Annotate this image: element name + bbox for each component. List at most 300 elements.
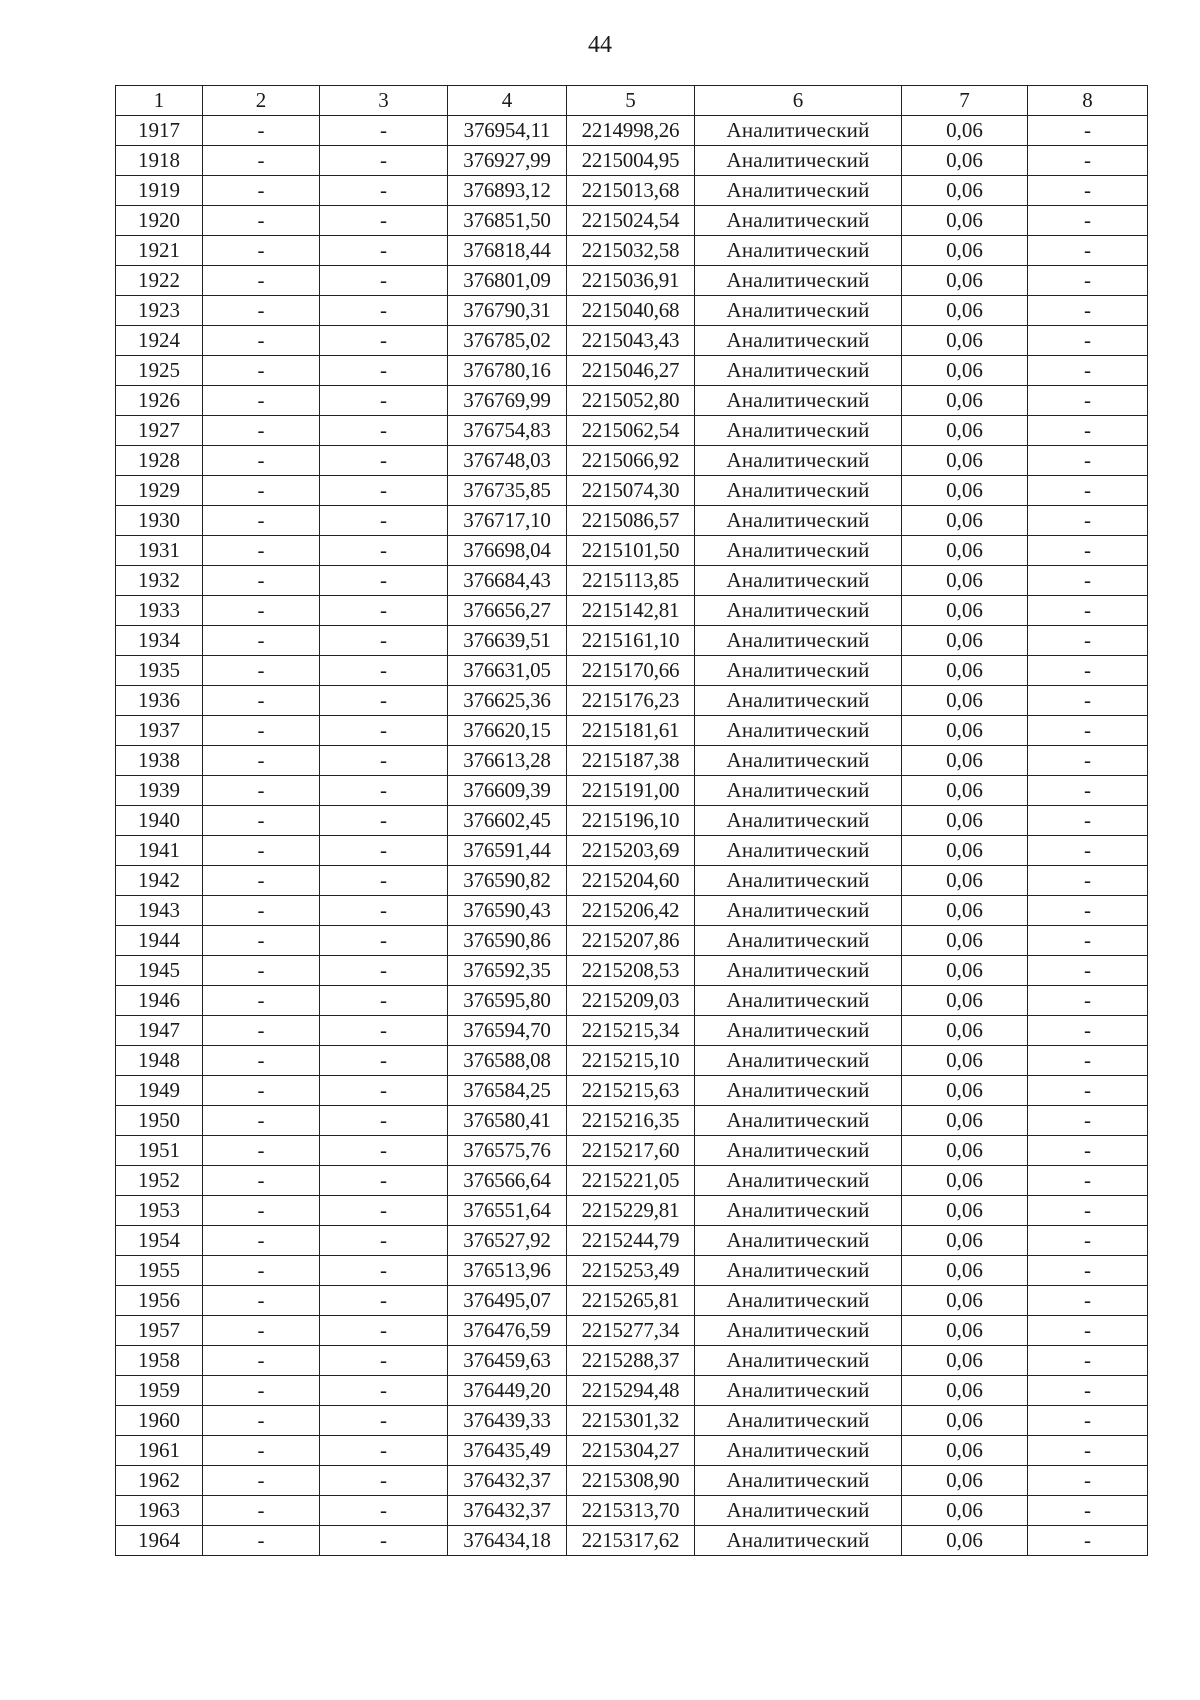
method: Аналитический bbox=[695, 776, 902, 806]
point-number: 1923 bbox=[116, 296, 203, 326]
column-8-value: - bbox=[1028, 356, 1148, 386]
table-row bbox=[116, 716, 1148, 746]
y-coordinate: 2215181,61 bbox=[567, 716, 695, 746]
accuracy: 0,06 bbox=[902, 506, 1028, 536]
x-coordinate: 376748,03 bbox=[448, 446, 567, 476]
y-coordinate: 2215204,60 bbox=[567, 866, 695, 896]
table-row bbox=[116, 1526, 1148, 1556]
accuracy: 0,06 bbox=[902, 776, 1028, 806]
y-coordinate: 2215313,70 bbox=[567, 1496, 695, 1526]
method: Аналитический bbox=[695, 536, 902, 566]
column-3-value: - bbox=[320, 866, 448, 896]
accuracy: 0,06 bbox=[902, 266, 1028, 296]
column-2-value: - bbox=[203, 686, 320, 716]
column-8-value: - bbox=[1028, 326, 1148, 356]
x-coordinate: 376927,99 bbox=[448, 146, 567, 176]
column-3-value: - bbox=[320, 656, 448, 686]
column-8-value: - bbox=[1028, 746, 1148, 776]
column-8-value: - bbox=[1028, 1526, 1148, 1556]
column-8-value: - bbox=[1028, 476, 1148, 506]
accuracy: 0,06 bbox=[902, 1526, 1028, 1556]
point-number: 1950 bbox=[116, 1106, 203, 1136]
table-row bbox=[116, 446, 1148, 476]
method: Аналитический bbox=[695, 866, 902, 896]
column-3-value: - bbox=[320, 1286, 448, 1316]
method: Аналитический bbox=[695, 176, 902, 206]
column-3-value: - bbox=[320, 626, 448, 656]
table-row bbox=[116, 356, 1148, 386]
accuracy: 0,06 bbox=[902, 176, 1028, 206]
x-coordinate: 376620,15 bbox=[448, 716, 567, 746]
accuracy: 0,06 bbox=[902, 866, 1028, 896]
column-3-value: - bbox=[320, 926, 448, 956]
column-2-value: - bbox=[203, 986, 320, 1016]
accuracy: 0,06 bbox=[902, 1436, 1028, 1466]
y-coordinate: 2215066,92 bbox=[567, 446, 695, 476]
column-3-value: - bbox=[320, 1346, 448, 1376]
method: Аналитический bbox=[695, 116, 902, 146]
method: Аналитический bbox=[695, 1076, 902, 1106]
accuracy: 0,06 bbox=[902, 1166, 1028, 1196]
accuracy: 0,06 bbox=[902, 896, 1028, 926]
x-coordinate: 376590,82 bbox=[448, 866, 567, 896]
accuracy: 0,06 bbox=[902, 296, 1028, 326]
method: Аналитический bbox=[695, 1376, 902, 1406]
accuracy: 0,06 bbox=[902, 1136, 1028, 1166]
column-2-value: - bbox=[203, 266, 320, 296]
accuracy: 0,06 bbox=[902, 686, 1028, 716]
y-coordinate: 2215142,81 bbox=[567, 596, 695, 626]
method: Аналитический bbox=[695, 446, 902, 476]
table-row bbox=[116, 596, 1148, 626]
column-2-value: - bbox=[203, 776, 320, 806]
method: Аналитический bbox=[695, 1106, 902, 1136]
column-3-value: - bbox=[320, 956, 448, 986]
x-coordinate: 376625,36 bbox=[448, 686, 567, 716]
column-2-value: - bbox=[203, 1436, 320, 1466]
y-coordinate: 2215206,42 bbox=[567, 896, 695, 926]
column-3-value: - bbox=[320, 776, 448, 806]
accuracy: 0,06 bbox=[902, 1076, 1028, 1106]
table-row bbox=[116, 146, 1148, 176]
method: Аналитический bbox=[695, 1286, 902, 1316]
column-8-value: - bbox=[1028, 386, 1148, 416]
column-header: 1 bbox=[116, 86, 203, 116]
column-2-value: - bbox=[203, 296, 320, 326]
y-coordinate: 2215288,37 bbox=[567, 1346, 695, 1376]
accuracy: 0,06 bbox=[902, 956, 1028, 986]
y-coordinate: 2215308,90 bbox=[567, 1466, 695, 1496]
column-8-value: - bbox=[1028, 716, 1148, 746]
point-number: 1935 bbox=[116, 656, 203, 686]
column-2-value: - bbox=[203, 1376, 320, 1406]
column-2-value: - bbox=[203, 626, 320, 656]
accuracy: 0,06 bbox=[902, 656, 1028, 686]
table-row bbox=[116, 1286, 1148, 1316]
accuracy: 0,06 bbox=[902, 236, 1028, 266]
x-coordinate: 376639,51 bbox=[448, 626, 567, 656]
column-3-value: - bbox=[320, 1046, 448, 1076]
y-coordinate: 2215074,30 bbox=[567, 476, 695, 506]
method: Аналитический bbox=[695, 386, 902, 416]
table-row bbox=[116, 986, 1148, 1016]
point-number: 1927 bbox=[116, 416, 203, 446]
column-3-value: - bbox=[320, 1496, 448, 1526]
table-row bbox=[116, 296, 1148, 326]
accuracy: 0,06 bbox=[902, 836, 1028, 866]
column-8-value: - bbox=[1028, 266, 1148, 296]
table-row bbox=[116, 506, 1148, 536]
column-2-value: - bbox=[203, 1196, 320, 1226]
y-coordinate: 2215216,35 bbox=[567, 1106, 695, 1136]
column-2-value: - bbox=[203, 1526, 320, 1556]
x-coordinate: 376495,07 bbox=[448, 1286, 567, 1316]
column-8-value: - bbox=[1028, 956, 1148, 986]
method: Аналитический bbox=[695, 1526, 902, 1556]
accuracy: 0,06 bbox=[902, 1406, 1028, 1436]
table-row bbox=[116, 836, 1148, 866]
x-coordinate: 376590,86 bbox=[448, 926, 567, 956]
table-row bbox=[116, 1136, 1148, 1166]
method: Аналитический bbox=[695, 1436, 902, 1466]
point-number: 1953 bbox=[116, 1196, 203, 1226]
column-3-value: - bbox=[320, 566, 448, 596]
point-number: 1930 bbox=[116, 506, 203, 536]
column-3-value: - bbox=[320, 716, 448, 746]
y-coordinate: 2215209,03 bbox=[567, 986, 695, 1016]
table-row bbox=[116, 206, 1148, 236]
column-8-value: - bbox=[1028, 506, 1148, 536]
column-3-value: - bbox=[320, 1436, 448, 1466]
point-number: 1936 bbox=[116, 686, 203, 716]
column-3-value: - bbox=[320, 416, 448, 446]
y-coordinate: 2215215,34 bbox=[567, 1016, 695, 1046]
column-3-value: - bbox=[320, 1106, 448, 1136]
accuracy: 0,06 bbox=[902, 626, 1028, 656]
point-number: 1940 bbox=[116, 806, 203, 836]
accuracy: 0,06 bbox=[902, 1196, 1028, 1226]
method: Аналитический bbox=[695, 326, 902, 356]
point-number: 1922 bbox=[116, 266, 203, 296]
y-coordinate: 2215207,86 bbox=[567, 926, 695, 956]
y-coordinate: 2215277,34 bbox=[567, 1316, 695, 1346]
accuracy: 0,06 bbox=[902, 1376, 1028, 1406]
table-row bbox=[116, 626, 1148, 656]
column-3-value: - bbox=[320, 446, 448, 476]
column-3-value: - bbox=[320, 1256, 448, 1286]
column-header: 3 bbox=[320, 86, 448, 116]
column-2-value: - bbox=[203, 1256, 320, 1286]
column-3-value: - bbox=[320, 596, 448, 626]
method: Аналитический bbox=[695, 1166, 902, 1196]
column-8-value: - bbox=[1028, 686, 1148, 716]
column-2-value: - bbox=[203, 1286, 320, 1316]
table-row bbox=[116, 1376, 1148, 1406]
x-coordinate: 376613,28 bbox=[448, 746, 567, 776]
column-2-value: - bbox=[203, 206, 320, 236]
point-number: 1934 bbox=[116, 626, 203, 656]
column-2-value: - bbox=[203, 1346, 320, 1376]
y-coordinate: 2215040,68 bbox=[567, 296, 695, 326]
column-8-value: - bbox=[1028, 116, 1148, 146]
accuracy: 0,06 bbox=[902, 1046, 1028, 1076]
column-3-value: - bbox=[320, 176, 448, 206]
x-coordinate: 376584,25 bbox=[448, 1076, 567, 1106]
accuracy: 0,06 bbox=[902, 716, 1028, 746]
method: Аналитический bbox=[695, 926, 902, 956]
table-row bbox=[116, 866, 1148, 896]
x-coordinate: 376954,11 bbox=[448, 116, 567, 146]
column-8-value: - bbox=[1028, 1346, 1148, 1376]
column-3-value: - bbox=[320, 146, 448, 176]
table-row bbox=[116, 746, 1148, 776]
column-8-value: - bbox=[1028, 656, 1148, 686]
accuracy: 0,06 bbox=[902, 386, 1028, 416]
x-coordinate: 376818,44 bbox=[448, 236, 567, 266]
column-3-value: - bbox=[320, 1526, 448, 1556]
table-body bbox=[116, 116, 1148, 1556]
accuracy: 0,06 bbox=[902, 596, 1028, 626]
column-3-value: - bbox=[320, 266, 448, 296]
column-2-value: - bbox=[203, 386, 320, 416]
x-coordinate: 376592,35 bbox=[448, 956, 567, 986]
x-coordinate: 376580,41 bbox=[448, 1106, 567, 1136]
column-8-value: - bbox=[1028, 1136, 1148, 1166]
point-number: 1961 bbox=[116, 1436, 203, 1466]
column-2-value: - bbox=[203, 506, 320, 536]
method: Аналитический bbox=[695, 626, 902, 656]
method: Аналитический bbox=[695, 146, 902, 176]
point-number: 1943 bbox=[116, 896, 203, 926]
column-2-value: - bbox=[203, 146, 320, 176]
accuracy: 0,06 bbox=[902, 206, 1028, 236]
point-number: 1932 bbox=[116, 566, 203, 596]
point-number: 1946 bbox=[116, 986, 203, 1016]
column-8-value: - bbox=[1028, 596, 1148, 626]
method: Аналитический bbox=[695, 956, 902, 986]
method: Аналитический bbox=[695, 1256, 902, 1286]
column-2-value: - bbox=[203, 476, 320, 506]
column-8-value: - bbox=[1028, 1196, 1148, 1226]
point-number: 1945 bbox=[116, 956, 203, 986]
point-number: 1938 bbox=[116, 746, 203, 776]
method: Аналитический bbox=[695, 506, 902, 536]
column-2-value: - bbox=[203, 1016, 320, 1046]
x-coordinate: 376609,39 bbox=[448, 776, 567, 806]
point-number: 1947 bbox=[116, 1016, 203, 1046]
y-coordinate: 2215203,69 bbox=[567, 836, 695, 866]
column-8-value: - bbox=[1028, 896, 1148, 926]
y-coordinate: 2215294,48 bbox=[567, 1376, 695, 1406]
column-2-value: - bbox=[203, 536, 320, 566]
y-coordinate: 2215187,38 bbox=[567, 746, 695, 776]
page-number: 44 bbox=[588, 32, 612, 58]
x-coordinate: 376631,05 bbox=[448, 656, 567, 686]
point-number: 1964 bbox=[116, 1526, 203, 1556]
column-3-value: - bbox=[320, 1406, 448, 1436]
method: Аналитический bbox=[695, 476, 902, 506]
table-row bbox=[116, 566, 1148, 596]
column-2-value: - bbox=[203, 1106, 320, 1136]
column-2-value: - bbox=[203, 1076, 320, 1106]
point-number: 1954 bbox=[116, 1226, 203, 1256]
x-coordinate: 376590,43 bbox=[448, 896, 567, 926]
accuracy: 0,06 bbox=[902, 536, 1028, 566]
method: Аналитический bbox=[695, 416, 902, 446]
table-row bbox=[116, 536, 1148, 566]
y-coordinate: 2215024,54 bbox=[567, 206, 695, 236]
point-number: 1919 bbox=[116, 176, 203, 206]
method: Аналитический bbox=[695, 206, 902, 236]
y-coordinate: 2215208,53 bbox=[567, 956, 695, 986]
column-2-value: - bbox=[203, 116, 320, 146]
method: Аналитический bbox=[695, 1406, 902, 1436]
accuracy: 0,06 bbox=[902, 326, 1028, 356]
x-coordinate: 376656,27 bbox=[448, 596, 567, 626]
column-8-value: - bbox=[1028, 296, 1148, 326]
method: Аналитический bbox=[695, 1466, 902, 1496]
column-2-value: - bbox=[203, 236, 320, 266]
accuracy: 0,06 bbox=[902, 446, 1028, 476]
accuracy: 0,06 bbox=[902, 1316, 1028, 1346]
method: Аналитический bbox=[695, 296, 902, 326]
accuracy: 0,06 bbox=[902, 356, 1028, 386]
column-2-value: - bbox=[203, 416, 320, 446]
column-2-value: - bbox=[203, 446, 320, 476]
column-8-value: - bbox=[1028, 1496, 1148, 1526]
column-2-value: - bbox=[203, 1466, 320, 1496]
method: Аналитический bbox=[695, 656, 902, 686]
method: Аналитический bbox=[695, 896, 902, 926]
y-coordinate: 2215036,91 bbox=[567, 266, 695, 296]
x-coordinate: 376801,09 bbox=[448, 266, 567, 296]
column-3-value: - bbox=[320, 476, 448, 506]
column-header: 4 bbox=[448, 86, 567, 116]
column-8-value: - bbox=[1028, 1376, 1148, 1406]
column-3-value: - bbox=[320, 1226, 448, 1256]
x-coordinate: 376513,96 bbox=[448, 1256, 567, 1286]
y-coordinate: 2215052,80 bbox=[567, 386, 695, 416]
table-row bbox=[116, 1016, 1148, 1046]
column-header: 2 bbox=[203, 86, 320, 116]
column-8-value: - bbox=[1028, 1406, 1148, 1436]
point-number: 1929 bbox=[116, 476, 203, 506]
y-coordinate: 2215301,32 bbox=[567, 1406, 695, 1436]
x-coordinate: 376595,80 bbox=[448, 986, 567, 1016]
y-coordinate: 2215217,60 bbox=[567, 1136, 695, 1166]
table-row bbox=[116, 1226, 1148, 1256]
method: Аналитический bbox=[695, 596, 902, 626]
y-coordinate: 2215062,54 bbox=[567, 416, 695, 446]
column-2-value: - bbox=[203, 1316, 320, 1346]
column-3-value: - bbox=[320, 296, 448, 326]
column-3-value: - bbox=[320, 506, 448, 536]
method: Аналитический bbox=[695, 1196, 902, 1226]
column-3-value: - bbox=[320, 896, 448, 926]
table-header-row bbox=[116, 86, 1148, 116]
x-coordinate: 376698,04 bbox=[448, 536, 567, 566]
column-8-value: - bbox=[1028, 1436, 1148, 1466]
column-8-value: - bbox=[1028, 926, 1148, 956]
method: Аналитический bbox=[695, 1136, 902, 1166]
column-2-value: - bbox=[203, 926, 320, 956]
accuracy: 0,06 bbox=[902, 986, 1028, 1016]
y-coordinate: 2215304,27 bbox=[567, 1436, 695, 1466]
table-row bbox=[116, 1496, 1148, 1526]
method: Аналитический bbox=[695, 356, 902, 386]
column-8-value: - bbox=[1028, 806, 1148, 836]
column-2-value: - bbox=[203, 806, 320, 836]
point-number: 1957 bbox=[116, 1316, 203, 1346]
column-8-value: - bbox=[1028, 446, 1148, 476]
point-number: 1926 bbox=[116, 386, 203, 416]
table-row bbox=[116, 1166, 1148, 1196]
column-3-value: - bbox=[320, 1376, 448, 1406]
column-2-value: - bbox=[203, 1166, 320, 1196]
table-row bbox=[116, 1046, 1148, 1076]
column-header: 6 bbox=[695, 86, 902, 116]
point-number: 1960 bbox=[116, 1406, 203, 1436]
x-coordinate: 376551,64 bbox=[448, 1196, 567, 1226]
table-row bbox=[116, 176, 1148, 206]
column-2-value: - bbox=[203, 1136, 320, 1166]
point-number: 1920 bbox=[116, 206, 203, 236]
table-row bbox=[116, 896, 1148, 926]
table-row bbox=[116, 326, 1148, 356]
y-coordinate: 2215265,81 bbox=[567, 1286, 695, 1316]
y-coordinate: 2215176,23 bbox=[567, 686, 695, 716]
table-row bbox=[116, 1316, 1148, 1346]
x-coordinate: 376575,76 bbox=[448, 1136, 567, 1166]
table-row bbox=[116, 116, 1148, 146]
table-row bbox=[116, 1196, 1148, 1226]
column-3-value: - bbox=[320, 1196, 448, 1226]
point-number: 1937 bbox=[116, 716, 203, 746]
point-number: 1928 bbox=[116, 446, 203, 476]
table-row bbox=[116, 1076, 1148, 1106]
method: Аналитический bbox=[695, 806, 902, 836]
column-8-value: - bbox=[1028, 626, 1148, 656]
column-2-value: - bbox=[203, 596, 320, 626]
method: Аналитический bbox=[695, 1046, 902, 1076]
y-coordinate: 2215221,05 bbox=[567, 1166, 695, 1196]
y-coordinate: 2215032,58 bbox=[567, 236, 695, 266]
accuracy: 0,06 bbox=[902, 1256, 1028, 1286]
column-3-value: - bbox=[320, 1136, 448, 1166]
y-coordinate: 2215253,49 bbox=[567, 1256, 695, 1286]
method: Аналитический bbox=[695, 1226, 902, 1256]
method: Аналитический bbox=[695, 236, 902, 266]
point-number: 1949 bbox=[116, 1076, 203, 1106]
method: Аналитический bbox=[695, 836, 902, 866]
accuracy: 0,06 bbox=[902, 146, 1028, 176]
x-coordinate: 376594,70 bbox=[448, 1016, 567, 1046]
column-2-value: - bbox=[203, 1496, 320, 1526]
x-coordinate: 376790,31 bbox=[448, 296, 567, 326]
x-coordinate: 376435,49 bbox=[448, 1436, 567, 1466]
point-number: 1962 bbox=[116, 1466, 203, 1496]
x-coordinate: 376476,59 bbox=[448, 1316, 567, 1346]
column-2-value: - bbox=[203, 746, 320, 776]
column-2-value: - bbox=[203, 836, 320, 866]
x-coordinate: 376432,37 bbox=[448, 1466, 567, 1496]
column-header: 8 bbox=[1028, 86, 1148, 116]
method: Аналитический bbox=[695, 1496, 902, 1526]
point-number: 1958 bbox=[116, 1346, 203, 1376]
x-coordinate: 376439,33 bbox=[448, 1406, 567, 1436]
column-3-value: - bbox=[320, 806, 448, 836]
column-8-value: - bbox=[1028, 236, 1148, 266]
